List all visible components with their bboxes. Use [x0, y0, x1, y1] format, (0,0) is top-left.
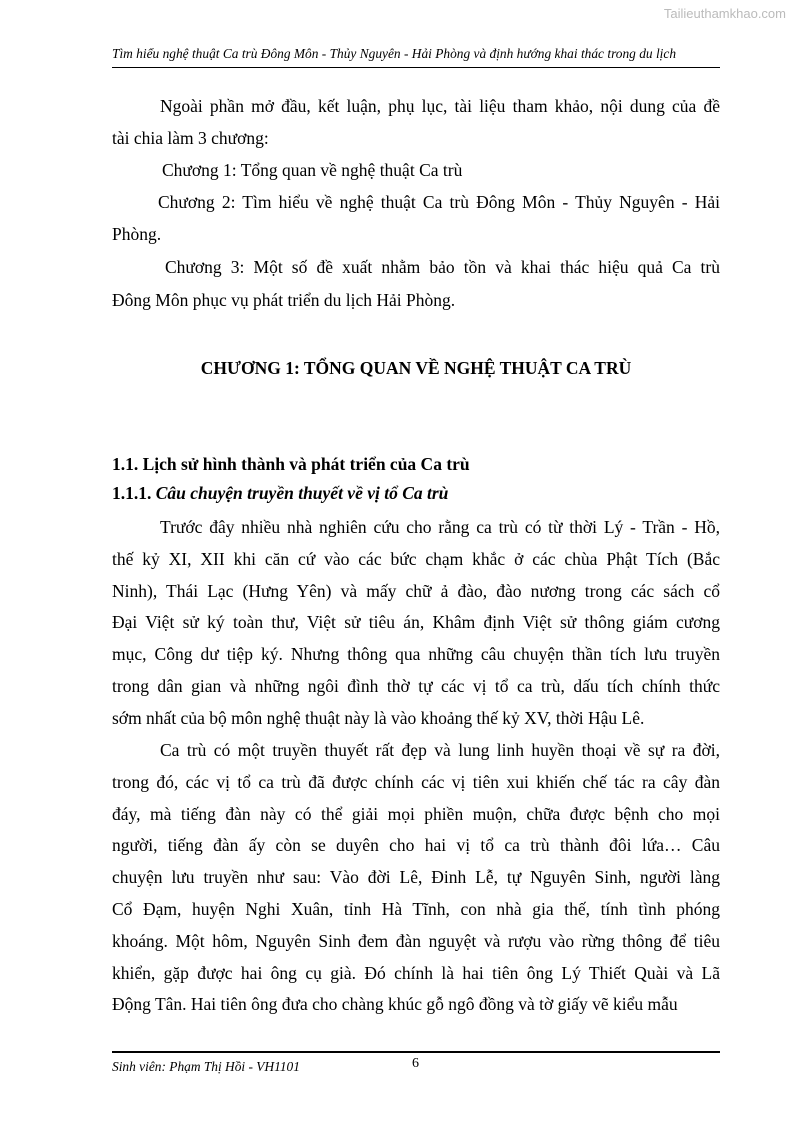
subsection-number: 1.1.1. [112, 483, 152, 503]
footer-author: Sinh viên: Phạm Thị Hồi - VH1101 [112, 1059, 300, 1074]
paragraph-line: trong dân gian và những ngôi đình thờ tự các vị tổ ca trù, dấu tích chính thức [112, 676, 720, 696]
subsection-title: Câu chuyện truyền thuyết về vị tổ Ca trù [155, 483, 449, 503]
footer-rule [112, 1051, 720, 1053]
paragraph-line: Ca trù có một truyền thuyết rất đẹp và lung linh huyền thoại về sự ra đời, [160, 740, 720, 760]
paragraph-line: Cổ Đạm, huyện Nghi Xuân, tỉnh Hà Tĩnh, con nhà gia thế, tính tình phóng [112, 899, 720, 919]
intro-line: Phòng. [112, 224, 162, 244]
intro-line: Chương 1: Tổng quan về nghệ thuật Ca trù [162, 160, 463, 180]
chapter-title: CHƯƠNG 1: TỔNG QUAN VỀ NGHỆ THUẬT CA TRÙ [200, 358, 632, 378]
paragraph-line: đáy, mà tiếng đàn này có thể giải mọi phiền muộn, chữa được bệnh cho mọi [112, 803, 720, 824]
paragraph-line: khiển, gặp được hai ông cụ già. Đó chính là hai tiên ông Lý Thiết Quài và Lã [112, 962, 720, 983]
intro-line: tài chia làm 3 chương: [112, 128, 269, 148]
intro-line: Chương 2: Tìm hiểu về nghệ thuật Ca trù Đông Môn - Thủy Nguyên - Hải [158, 192, 720, 212]
running-header: Tìm hiểu nghệ thuật Ca trù Đông Môn - Thủy Nguyên - Hải Phòng và định hướng khai thác trong du lịch [112, 46, 677, 61]
page-number: 6 [412, 1056, 419, 1071]
paragraph-line: trong đó, các vị tổ ca trù đã được chính các vị tiên xui khiến chế tác ra cây đàn [112, 771, 720, 792]
paragraph-line: khoáng. Một hôm, Nguyên Sinh đem đàn nguyệt và rượu vào rừng thông để tiêu [112, 930, 720, 951]
intro-line: Chương 3: Một số đề xuất nhằm bảo tồn và khai thác hiệu quả Ca trù [165, 257, 720, 277]
paragraph-line: Trước đây nhiều nhà nghiên cứu cho rằng ca trù có từ thời Lý - Trần - Hồ, [160, 517, 720, 537]
paragraph-line: người, tiếng đàn ấy còn se duyên cho hai vị tổ ca trù thành đôi lứa… Câu [112, 835, 720, 856]
watermark: Tailieuthamkhao.com [663, 6, 786, 21]
paragraph-line: sớm nhất của bộ môn nghệ thuật này là vào khoảng thế kỷ XV, thời Hậu Lê. [112, 707, 645, 728]
header-rule [112, 67, 720, 68]
section-heading: 1.1. Lịch sử hình thành và phát triển của Ca trù [112, 454, 470, 474]
paragraph-line: Đại Việt sử ký toàn thư, Việt sử tiêu án, Khâm định Việt sử thông giám cương [112, 612, 720, 633]
intro-line: Ngoài phần mở đầu, kết luận, phụ lục, tài liệu tham khảo, nội dung của đề [160, 96, 720, 116]
paragraph-line: Động Tân. Hai tiên ông đưa cho chàng khúc gỗ ngô đồng và tờ giấy vẽ kiểu mẫu [112, 994, 678, 1015]
paragraph-line: mục, Công dư tiệp ký. Nhưng thông qua những câu chuyện thần tích lưu truyền [112, 644, 720, 665]
subsection-heading [112, 482, 720, 504]
paragraph-line: thế kỷ XI, XII khi căn cứ vào các bức chạm khắc ở các chùa Phật Tích (Bắc [112, 548, 720, 569]
paragraph-line: Ninh), Thái Lạc (Hưng Yên) và mấy chữ ả đào, đào nương trong các sách cổ [112, 580, 720, 601]
paragraph-line: chuyện lưu truyền như sau: Vào đời Lê, Đinh Lễ, tự Nguyên Sinh, người làng [112, 867, 720, 888]
intro-line: Đông Môn phục vụ phát triển du lịch Hải Phòng. [112, 290, 456, 310]
